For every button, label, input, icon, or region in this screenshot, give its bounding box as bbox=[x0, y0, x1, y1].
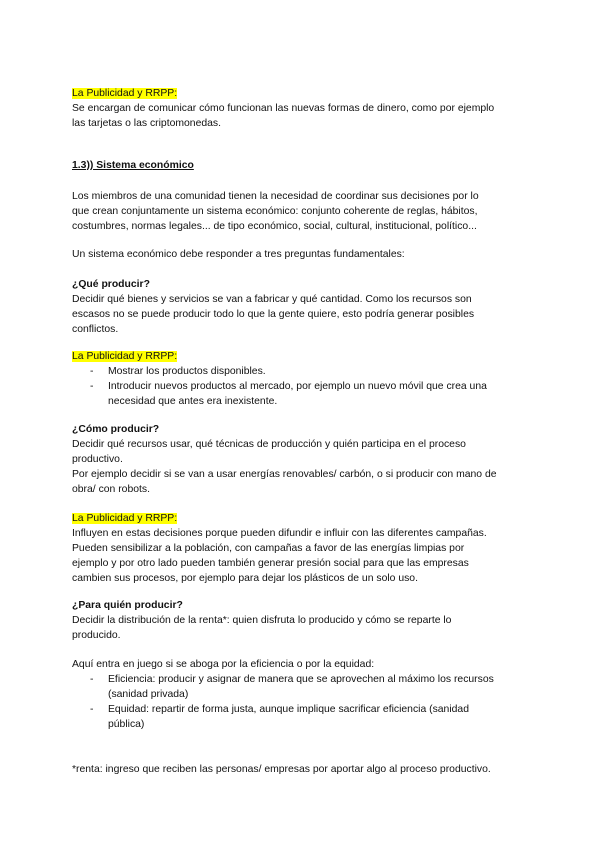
question-3-equity-block bbox=[72, 657, 532, 732]
question-1-highlight-label: La Publicidad y RRPP: bbox=[72, 351, 178, 362]
question-2 bbox=[72, 422, 532, 497]
question-3 bbox=[72, 598, 532, 643]
paragraph-2 bbox=[72, 247, 532, 262]
question-2-pr-line: Influyen en estas decisiones porque pueden difundir e influir con las diferentes campañas. bbox=[72, 528, 487, 539]
intro-line: las tarjetas o las criptomonedas. bbox=[72, 118, 222, 129]
paragraph-line: Un sistema económico debe responder a tres preguntas fundamentales: bbox=[72, 249, 405, 260]
list-item: - Introducir nuevos productos al mercado, por ejemplo un nuevo móvil que crea una necesidad que antes era inexistente. bbox=[90, 381, 487, 407]
question-3-bullets bbox=[72, 672, 532, 732]
section-heading: 1.3)) Sistema económico bbox=[72, 160, 194, 171]
question-2-highlight-label: La Publicidad y RRPP: bbox=[72, 513, 178, 524]
question-2-pr-line: Pueden sensibilizar a la población, con campañas a favor de las energías limpias por bbox=[72, 543, 465, 554]
footnote-block bbox=[72, 762, 532, 777]
question-1-line: conflictos. bbox=[72, 324, 119, 335]
question-1-line: escasos no se puede producir todo lo que la gente quiere, esto podría generar posibles bbox=[72, 309, 475, 320]
question-3-title: ¿Para quién producir? bbox=[72, 600, 183, 611]
question-1-bullets bbox=[72, 364, 532, 409]
list-item: - Eficiencia: producir y asignar de manera que se aprovechen al máximo los recursos (sanidad privada) bbox=[90, 674, 494, 700]
paragraph-line: costumbres, normas legales... de tipo económico, social, cultural, institucional, político... bbox=[72, 221, 477, 232]
intro-highlight-label: La Publicidad y RRPP: bbox=[72, 88, 178, 99]
question-3-line: producido. bbox=[72, 630, 121, 641]
question-2-pr-block bbox=[72, 511, 532, 586]
question-1-title: ¿Qué producir? bbox=[72, 279, 150, 290]
question-2-line: Decidir qué recursos usar, qué técnicas de producción y quién participa en el proceso bbox=[72, 439, 466, 450]
question-2-line: Por ejemplo decidir si se van a usar energías renovables/ carbón, o si producir con mano de bbox=[72, 469, 497, 480]
question-2-line: productivo. bbox=[72, 454, 123, 465]
footnote: *renta: ingreso que reciben las personas/ empresas por aportar algo al proceso productivo. bbox=[72, 764, 491, 775]
question-2-line: obra/ con robots. bbox=[72, 484, 150, 495]
section-heading-block bbox=[72, 158, 532, 173]
paragraph-line: que crean conjuntamente un sistema económico: conjunto coherente de reglas, hábitos, bbox=[72, 206, 478, 217]
intro-block bbox=[72, 86, 532, 131]
question-2-pr-line: ejemplo y por otro lado pueden también generar presión social para que las empresas bbox=[72, 558, 469, 569]
question-1 bbox=[72, 277, 532, 337]
question-2-title: ¿Cómo producir? bbox=[72, 424, 160, 435]
question-3-line: Decidir la distribución de la renta*: quien disfruta lo producido y cómo se reparte lo bbox=[72, 615, 452, 626]
intro-line: Se encargan de comunicar cómo funcionan las nuevas formas de dinero, como por ejemplo bbox=[72, 103, 495, 114]
list-item: - Equidad: repartir de forma justa, aunque implique sacrificar eficiencia (sanidad pública) bbox=[90, 704, 469, 730]
question-1-line: Decidir qué bienes y servicios se van a fabricar y qué cantidad. Como los recursos son bbox=[72, 294, 472, 305]
paragraph-line: Los miembros de una comunidad tienen la necesidad de coordinar sus decisiones por lo bbox=[72, 191, 479, 202]
list-item: - Mostrar los productos disponibles. bbox=[90, 366, 266, 377]
question-2-pr-line: cambien sus procesos, por ejemplo para dejar los plásticos de un solo uso. bbox=[72, 573, 418, 584]
paragraph-1 bbox=[72, 189, 532, 234]
question-3-para: Aquí entra en juego si se aboga por la eficiencia o por la equidad: bbox=[72, 659, 375, 670]
question-1-pr-block bbox=[72, 349, 532, 409]
